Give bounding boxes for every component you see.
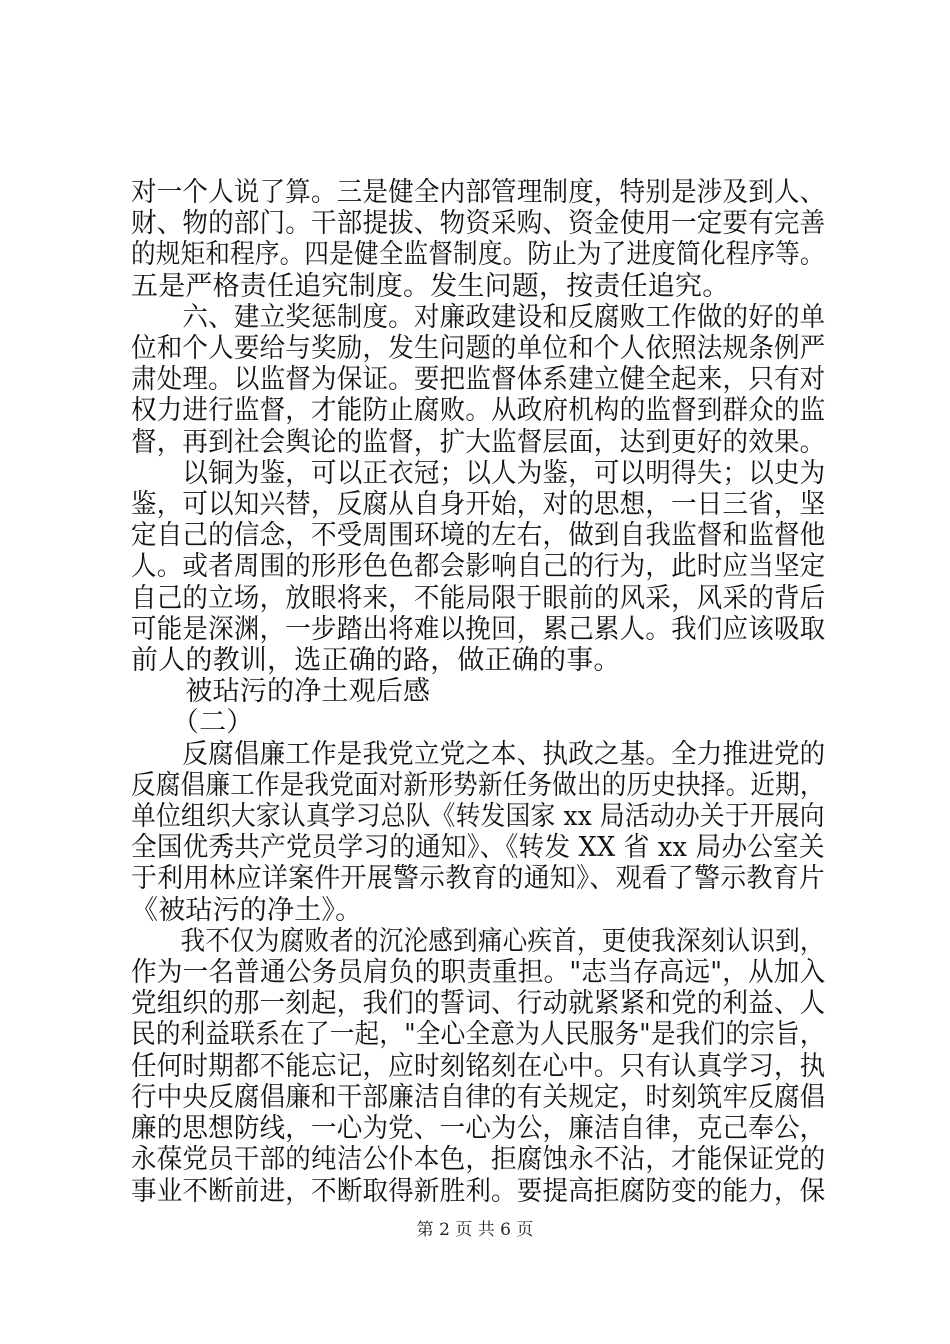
section-number: （二）: [131, 707, 254, 739]
text-line: 五是严格责任追究制度。发生问题，按责任追究。: [131, 270, 730, 302]
text-line: 永葆党员干部的纯洁公仆本色，拒腐蚀永不沾，才能保证党的: [131, 1144, 826, 1176]
text-line: 民的利益联系在了一起，"全心全意为人民服务"是我们的宗旨，: [131, 1019, 825, 1051]
text-line: 权力进行监督，才能防止腐败。从政府机构的监督到群众的监: [131, 395, 826, 427]
text-line: 作为一名普通公务员肩负的职责重担。"志当存高远"，从加入: [131, 957, 826, 989]
text-line: 对一个人说了算。三是健全内部管理制度，特别是涉及到人、: [131, 177, 826, 208]
page-footer: [0, 1215, 950, 1240]
text-line: 前人的教训，选正确的路，做正确的事。: [131, 645, 621, 677]
page-number-label: 第 2 页 共 6 页: [416, 1220, 534, 1240]
text-line: 的规矩和程序。四是健全监督制度。防止为了进度简化程序等。: [131, 239, 825, 271]
text-line: 可能是深渊，一步踏出将难以挽回，累己累人。我们应该吸取: [131, 613, 826, 645]
text-line: 督，再到社会舆论的监督，扩大监督层面，达到更好的效果。: [131, 426, 826, 458]
text-line: 反腐倡廉工作是我党立党之本、执政之基。全力推进党的: [131, 738, 826, 770]
text-line: 党组织的那一刻起，我们的誓词、行动就紧紧和党的利益、人: [131, 988, 826, 1020]
text-line: 事业不断前进，不断取得新胜利。要提高拒腐防变的能力，保: [131, 1175, 826, 1207]
text-line: 肃处理。以监督为保证。要把监督体系建立健全起来，只有对: [131, 364, 826, 396]
document-body: [131, 177, 825, 1207]
text-line: 鉴，可以知兴替，反腐从自身开始，对的思想，一日三省，坚: [131, 489, 826, 521]
text-line: 于利用林应详案件开展警示教育的通知》、观看了警示教育片: [131, 863, 825, 895]
section-title: 被玷污的净土观后感: [131, 676, 431, 708]
text-line: 《被玷污的净土》。: [131, 894, 363, 926]
text-line: 廉的思想防线，一心为党、一心为公，廉洁自律，克己奉公，: [131, 1113, 826, 1145]
text-line: 定自己的信念，不受周围环境的左右，做到自我监督和监督他: [131, 520, 826, 552]
text-line: 单位组织大家认真学习总队《转发国家 xx 局活动办关于开展向: [131, 801, 825, 833]
text-line: 行中央反腐倡廉和干部廉洁自律的有关规定，时刻筑牢反腐倡: [131, 1081, 826, 1113]
text-line: 财、物的部门。干部提拔、物资采购、资金使用一定要有完善: [131, 208, 826, 240]
text-line: 任何时期都不能忘记，应时刻铭刻在心中。只有认真学习，执: [131, 1050, 826, 1082]
text-line: 自己的立场，放眼将来，不能局限于眼前的风采，风采的背后: [131, 582, 826, 614]
text-line: 六、建立奖惩制度。对廉政建设和反腐败工作做的好的单: [131, 301, 826, 333]
text-line: 全国优秀共产党员学习的通知》、《转发 XX 省 xx 局办公室关: [131, 832, 825, 864]
text-line: 以铜为鉴，可以正衣冠；以人为鉴，可以明得失；以史为: [131, 457, 826, 489]
text-line: 反腐倡廉工作是我党面对新形势新任务做出的历史抉择。近期，: [131, 769, 825, 801]
text-line: 位和个人要给与奖励，发生问题的单位和个人依照法规条例严: [131, 333, 826, 365]
text-line: 我不仅为腐败者的沉沦感到痛心疾首，更使我深刻认识到，: [131, 925, 825, 957]
text-line: 人。或者周围的形形色色都会影响自己的行为，此时应当坚定: [131, 551, 826, 583]
